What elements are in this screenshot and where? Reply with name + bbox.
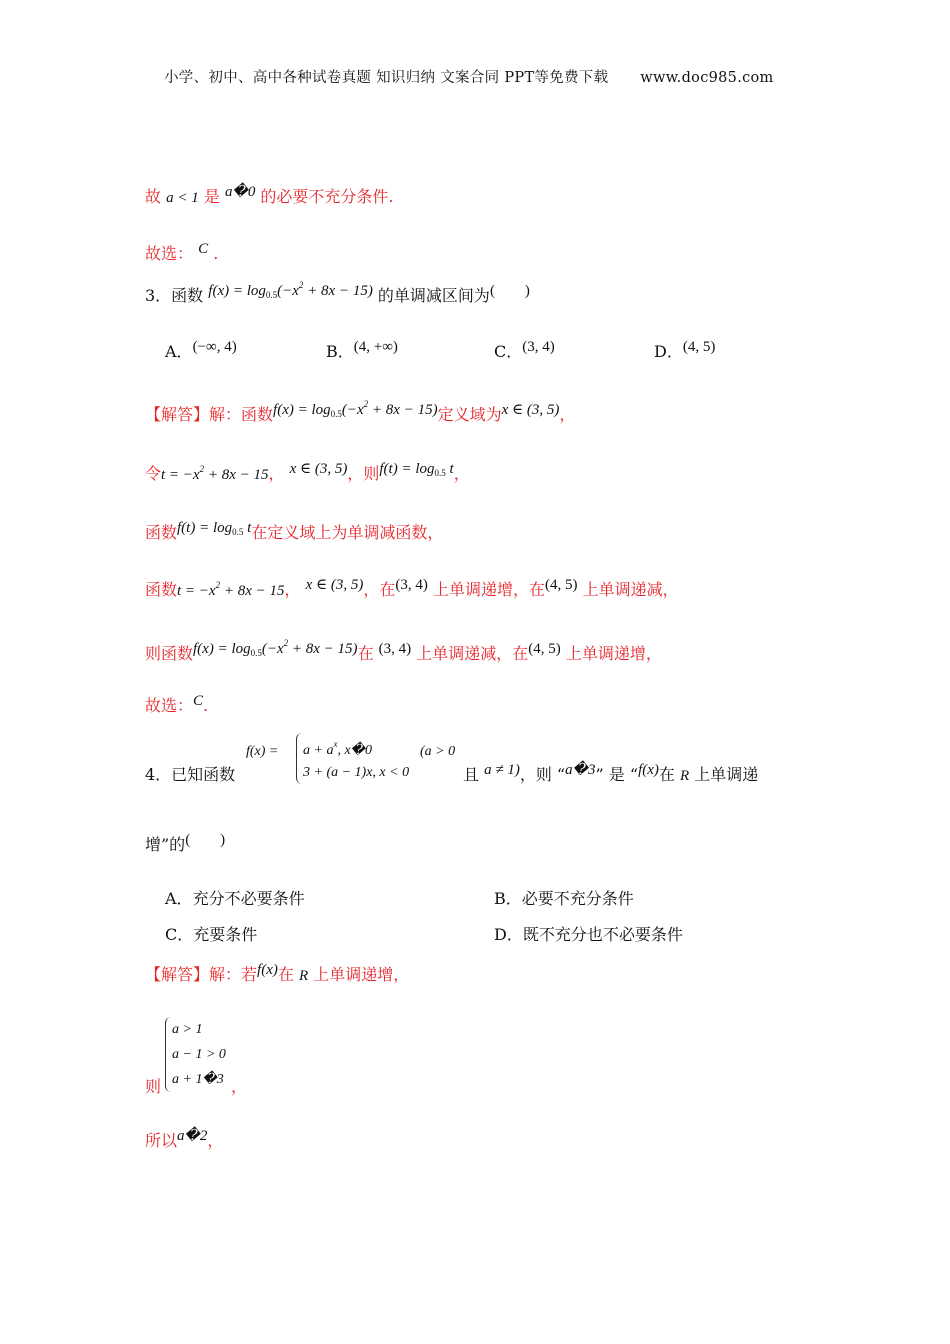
q4-case-2: 3 + (a − 1)x, x < 0 [303, 765, 410, 780]
option-label: A． [165, 342, 193, 361]
q3-base: 0.5 [265, 290, 278, 300]
answer-math: + 8x − 15 [220, 583, 285, 599]
q3-arg: (−x [277, 283, 299, 299]
answer-math: (−x [341, 402, 364, 418]
q3-exp: 2 [298, 280, 304, 290]
page-header [164, 70, 774, 87]
answer-text: ， [284, 580, 301, 599]
q3-arg2: + 8x − 15) [303, 283, 373, 299]
q4-number: 4．已知函数 [145, 765, 236, 784]
prev-math: C [198, 241, 209, 257]
prev-text: 故 [145, 187, 162, 206]
option-label: C． [494, 342, 523, 361]
answer-text: ，在 [363, 580, 396, 599]
q4-paren: ( ) [185, 832, 226, 848]
prev-text: 是 [203, 187, 220, 206]
q4-text: 且 [463, 765, 480, 784]
q4-piecewise [296, 733, 409, 784]
answer-math: x ∈ (3, 5) [305, 577, 364, 593]
q3-option-b[interactable] [326, 339, 398, 362]
answer-math: R [298, 968, 309, 984]
answer-math: t = −x [177, 583, 216, 599]
answer-math: 0.5 [232, 527, 244, 537]
q4-option-d[interactable] [494, 925, 683, 944]
answer-math: f(t) = log [177, 520, 233, 536]
answer-text: 则函数 [145, 644, 194, 663]
answer-text: 函数 [145, 580, 178, 599]
answer-tag: 【解答】 [145, 965, 210, 984]
prev-math: a�0 [224, 184, 256, 200]
q3-paren: ( ) [489, 283, 530, 299]
answer-text: 在定义域上为单调减函数， [251, 523, 444, 542]
q4-text: 在 [658, 765, 675, 784]
answer-text: ， [559, 405, 576, 424]
answer-text: . [203, 696, 209, 715]
q4-answer-line-2-post: ， [231, 1077, 248, 1096]
answer-text: ， [207, 1131, 224, 1150]
option-value: 既不充分也不必要条件 [522, 925, 683, 944]
prev-conclusion-line [145, 184, 394, 207]
answer-math: C [193, 693, 204, 709]
q4-answer-line-1 [145, 962, 410, 985]
option-value: (4, 5) [682, 339, 716, 355]
q4-case-1 [303, 733, 409, 762]
system-row: a − 1 > 0 [172, 1047, 226, 1062]
q3-func: f(x) = log [208, 283, 266, 299]
answer-math: f(x) [257, 962, 278, 978]
option-value: 充分不必要条件 [192, 889, 305, 908]
q4-case-1-expr: a + a [303, 743, 334, 758]
q3-answer-line-3 [145, 520, 444, 544]
answer-math: + 8x − 15) [288, 641, 358, 657]
q3-answer-line-2 [145, 461, 470, 485]
answer-tag: 【解答】 [145, 405, 210, 424]
answer-math: 0.5 [330, 409, 342, 419]
option-label: B． [326, 342, 354, 361]
answer-text: 在 [277, 965, 294, 984]
q3-tail: 的单调减区间为 [377, 286, 490, 305]
answer-text: 故选： [145, 696, 194, 715]
answer-text: 函数 [145, 523, 178, 542]
prev-text: . [213, 244, 219, 263]
answer-text: ， [268, 464, 285, 483]
q4-text: ” 是 “ [595, 765, 639, 784]
q4-text: 上单调递 [694, 765, 759, 784]
q4-option-a[interactable] [165, 889, 305, 908]
answer-text: 所以 [145, 1131, 178, 1150]
option-value: (−∞, 4) [192, 339, 237, 355]
answer-math: + 8x − 15) [368, 402, 438, 418]
q4-answer-system [165, 1017, 226, 1092]
answer-math: f(x) = log [273, 402, 331, 418]
option-label: D． [494, 925, 523, 944]
q4-answer-line-2-pre: 则 [145, 1077, 162, 1096]
option-label: B． [494, 889, 522, 908]
answer-math: 0.5 [434, 468, 446, 478]
answer-math: t [445, 461, 454, 477]
option-label: A． [165, 889, 193, 908]
option-value: (4, +∞) [353, 339, 398, 355]
answer-math: 2 [199, 464, 205, 474]
answer-math: f(t) = log [379, 461, 435, 477]
option-value: 必要不充分条件 [521, 889, 634, 908]
answer-math: 0.5 [250, 648, 262, 658]
option-label: C． [165, 925, 194, 944]
q3-option-d[interactable] [654, 339, 716, 362]
answer-text: 上单调递增， [313, 965, 410, 984]
answer-text: 上单调递减，在 [416, 644, 529, 663]
q3-option-a[interactable] [165, 339, 237, 362]
q3-answer-line-1 [145, 399, 576, 426]
answer-text: 上单调递减， [582, 580, 679, 599]
answer-math: x ∈ (3, 5) [501, 402, 560, 418]
answer-math: (3, 4) [395, 577, 428, 593]
answer-math: f(x) = log [193, 641, 251, 657]
option-value: 充要条件 [193, 925, 258, 944]
q3-number: 3．函数 [145, 286, 204, 305]
q4-case-1-exp: x [333, 739, 338, 749]
answer-text: 定义域为 [437, 405, 502, 424]
answer-text: 在 [357, 644, 374, 663]
answer-math: x ∈ (3, 5) [289, 461, 348, 477]
q4-math: a�3 [565, 762, 596, 778]
answer-text: 解：函数 [209, 405, 274, 424]
q4-stem-line-2 [145, 832, 226, 855]
q4-answer-line-3 [145, 1128, 224, 1151]
q4-func-lhs: f(x) = [246, 744, 279, 759]
q4-case-1-tail: , x�0 [337, 743, 373, 758]
prev-text: 的必要不充分条件. [260, 187, 394, 206]
prev-text: 故选： [145, 244, 194, 263]
answer-text: 令 [145, 464, 162, 483]
q4-math: a ≠ 1) [484, 762, 520, 778]
q4-option-c[interactable] [165, 925, 257, 944]
answer-math: (3, 4) [378, 641, 412, 657]
prev-choice-line [145, 241, 219, 264]
q3-stem [145, 280, 530, 307]
answer-math: (−x [261, 641, 284, 657]
system-row: a + 1�3 [172, 1072, 224, 1087]
answer-text: 上单调递增， [565, 644, 662, 663]
option-label: D． [654, 342, 683, 361]
q4-stem-tail [463, 762, 759, 785]
answer-math: a�2 [177, 1128, 208, 1144]
q4-text: ，则 “ [519, 765, 566, 784]
q4-math: R [680, 768, 690, 784]
answer-math: + 8x − 15 [204, 467, 269, 483]
q4-cond: (a > 0 [420, 744, 456, 759]
q3-option-c[interactable] [494, 339, 555, 362]
answer-math: (4, 5) [528, 641, 561, 657]
answer-math: t = −x [161, 467, 200, 483]
q4-text: 增”的 [145, 835, 186, 854]
q3-answer-line-4 [145, 577, 679, 600]
q3-answer-line-5 [145, 638, 662, 665]
answer-math: (4, 5) [545, 577, 578, 593]
header-text: 小学、初中、高中各种试卷真题 知识归纳 文案合同 PPT等免费下载 [164, 70, 609, 86]
answer-math: 2 [363, 399, 369, 409]
answer-text: ， [453, 464, 470, 483]
answer-math: 2 [283, 638, 289, 648]
answer-text: 上单调递增，在 [432, 580, 545, 599]
q3-answer-line-6 [145, 693, 209, 716]
answer-math: t [243, 520, 252, 536]
answer-text: 解：若 [209, 965, 258, 984]
answer-math: 2 [215, 580, 221, 590]
answer-text: ，则 [347, 464, 380, 483]
prev-math: a < 1 [166, 190, 199, 206]
option-value: (3, 4) [522, 339, 555, 355]
q4-option-b[interactable] [494, 889, 634, 908]
header-url[interactable]: www.doc985.com [640, 70, 774, 86]
q4-math: f(x) [638, 762, 659, 778]
system-row: a > 1 [172, 1022, 203, 1037]
